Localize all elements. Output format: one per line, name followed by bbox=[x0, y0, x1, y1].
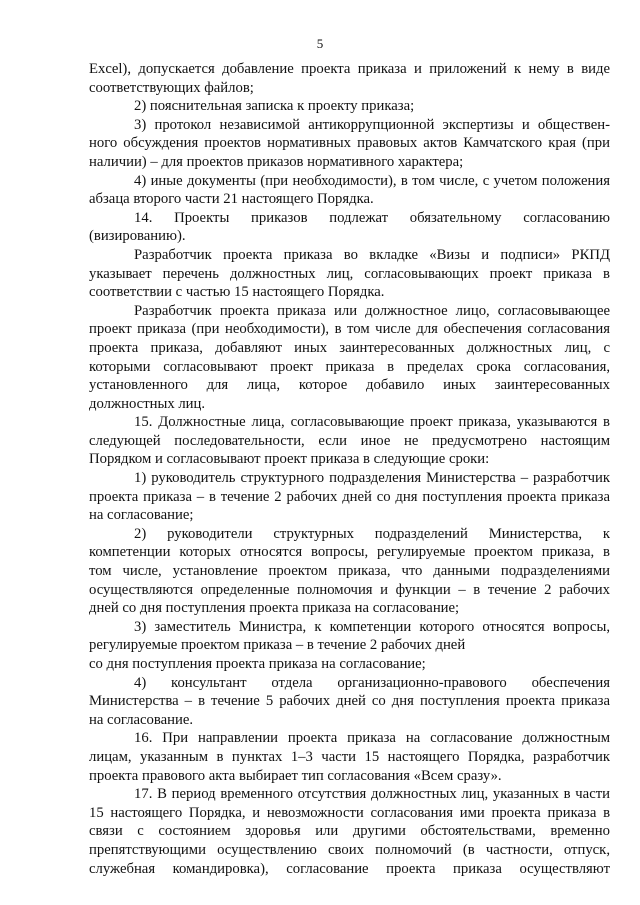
text-line: 2) пояснительная записка к проекту приказа; bbox=[134, 98, 415, 115]
text-line: ного обсуждения проектов нормативных правовых актов Камчатского края (при bbox=[89, 135, 610, 152]
text-line: осуществляются определенные полномочия и функции – в течение 2 рабочих bbox=[89, 581, 610, 598]
text-line: 15. Должностные лица, согласовывающие проект приказа, указываются в bbox=[134, 414, 610, 431]
text-line: 4) консультант отдела организационно-правового обеспечения bbox=[134, 674, 610, 691]
text-line: Разработчик проекта приказа во вкладке «Визы и подписи» РКПД bbox=[134, 246, 610, 263]
text-line: соответствии с частью 15 настоящего Порядка. bbox=[89, 284, 385, 301]
text-line: установленного для лица, которое добавило иных заинтересованных bbox=[89, 377, 610, 394]
text-line: 16. При направлении проекта приказа на согласование должностным bbox=[134, 730, 610, 747]
text-line: 3) протокол независимой антикоррупционной экспертизы и обществен- bbox=[134, 116, 610, 133]
text-line: регулируемые проектом приказа – в течение 2 рабочих дней bbox=[89, 637, 466, 654]
text-line: со дня поступления проекта приказа на согласование; bbox=[89, 656, 426, 672]
text-line: Excel), допускается добавление проекта приказа и приложений к нему в виде bbox=[89, 61, 610, 77]
text-line: Порядком и согласовывают проект приказа в следующие сроки: bbox=[89, 451, 490, 468]
text-line: абзаца второго части 21 настоящего Порядка. bbox=[89, 191, 374, 208]
text-line: 15 настоящего Порядка, и невозможности согласования ими проекта приказа в bbox=[89, 804, 610, 821]
text-line: Разработчик проекта приказа или должностное лицо, согласовывающее bbox=[134, 302, 610, 319]
text-line: дней со дня поступления проекта приказа на согласование; bbox=[89, 600, 460, 617]
text-line: соответствующих файлов; bbox=[89, 79, 254, 96]
text-line: служебная командировка), согласование проекта приказа осуществляют bbox=[89, 860, 610, 877]
document-body bbox=[89, 60, 610, 878]
text-line: 3) заместитель Министра, к компетенции которого относятся вопросы, bbox=[134, 618, 610, 635]
text-line: препятствующими осуществлению своих полномочий (в частности, отпуск, bbox=[89, 841, 610, 858]
text-line: наличии) – для проектов приказов нормативного характера; bbox=[89, 153, 464, 170]
text-line: 1) руководитель структурного подразделения Министерства – разработчик bbox=[134, 470, 610, 487]
text-line: следующей последовательности, если иное не предусмотрено настоящим bbox=[89, 432, 610, 449]
text-line: проекта приказа, добавляют иных заинтересованных должностных лиц, с bbox=[89, 339, 610, 356]
page-number: 5 bbox=[316, 36, 324, 51]
text-line: проекта правового акта выбирает тип согласования «Всем сразу». bbox=[89, 767, 502, 784]
text-line: которыми согласовывают проект приказа в пределах срока согласования, bbox=[89, 358, 610, 375]
text-line: проект приказа (при необходимости), в том числе для обеспечения согласования bbox=[89, 321, 610, 338]
text-line: связи с состоянием здоровья или другими обстоятельствами, временно bbox=[89, 823, 610, 840]
text-line: 4) иные документы (при необходимости), в том числе, с учетом положения bbox=[134, 172, 610, 189]
text-line: компетенции которых относятся вопросы, регулируемые проектом приказа, в bbox=[89, 544, 610, 561]
text-line: том числе, установление проектом приказа, что данными подразделениями bbox=[89, 563, 610, 580]
text-line: 17. В период временного отсутствия должностных лиц, указанных в части bbox=[134, 786, 610, 803]
text-line: лицам, указанным в пунктах 1–3 части 15 настоящего Порядка, разработчик bbox=[89, 748, 610, 765]
text-line: на согласование; bbox=[89, 507, 194, 524]
text-line: 14. Проекты приказов подлежат обязательному согласованию bbox=[134, 209, 610, 226]
text-line: (визированию). bbox=[89, 228, 186, 245]
text-line: Министерства – в течение 5 рабочих дней со дня поступления проекта приказа bbox=[89, 693, 610, 710]
text-line: указывает перечень должностных лиц, согласовывающих проект приказа в bbox=[89, 265, 610, 282]
text-line: должностных лиц. bbox=[89, 395, 206, 412]
text-line: проекта приказа – в течение 2 рабочих дней со дня поступления проекта приказа bbox=[89, 488, 610, 505]
text-line: на согласование. bbox=[89, 711, 194, 728]
text-line: 2) руководители структурных подразделений Министерства, к bbox=[134, 525, 610, 542]
